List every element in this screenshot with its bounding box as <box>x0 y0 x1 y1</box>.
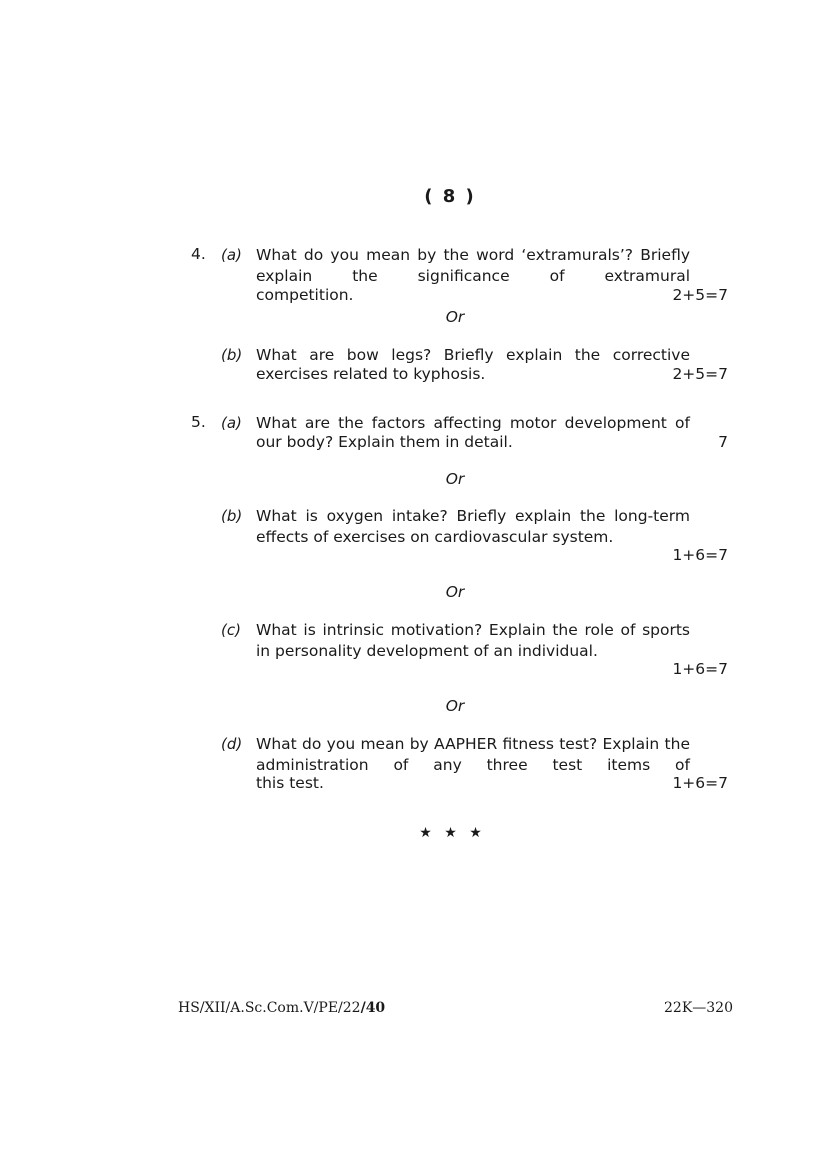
question-5b-label: (b) <box>221 507 243 525</box>
question-5a-marks: 7 <box>718 433 728 451</box>
paper-code-prefix: HS/XII/A.Sc.Com.V/PE/22 <box>178 1000 361 1016</box>
question-4-number: 4. <box>191 245 206 263</box>
question-4a-text: What do you mean by the word ‘extramurals’? Briefly explain the significance of extramural <box>256 246 690 285</box>
page-number: ( 8 ) <box>424 186 476 207</box>
question-5c-text: What is intrinsic motivation? Explain the role of sports in personality development of an individual. <box>256 621 690 660</box>
question-4b-text: What are bow legs? Briefly explain the corrective <box>256 346 690 364</box>
question-5d-text-end: this test. <box>256 774 324 792</box>
question-4a-label: (a) <box>221 246 242 264</box>
question-4b-label: (b) <box>221 346 243 364</box>
question-5d-text: What do you mean by AAPHER fitness test? Explain the administration of any three test items of <box>256 735 690 774</box>
question-4a-marks: 2+5=7 <box>672 286 728 304</box>
question-5d-marks: 1+6=7 <box>672 774 728 792</box>
question-5b-text: What is oxygen intake? Briefly explain the long-term effects of exercises on cardiovascular system. <box>256 507 690 546</box>
question-5c-marks: 1+6=7 <box>672 660 728 678</box>
question-5d-label: (d) <box>221 735 243 753</box>
question-5b-marks: 1+6=7 <box>672 546 728 564</box>
question-5a-text: What are the factors affecting motor development of <box>256 414 690 432</box>
question-4b-text-end: exercises related to kyphosis. <box>256 365 486 383</box>
or-divider-5b: Or <box>445 583 465 601</box>
or-divider-5c: Or <box>445 697 465 715</box>
paper-code <box>178 1000 385 1016</box>
question-4a-text-end: competition. <box>256 286 354 304</box>
or-divider-5a: Or <box>445 470 465 488</box>
or-divider-4: Or <box>445 308 465 326</box>
print-code: 22K—320 <box>664 1000 733 1016</box>
question-5a-label: (a) <box>221 414 242 432</box>
question-4b-marks: 2+5=7 <box>672 365 728 383</box>
paper-code-suffix: /40 <box>360 1000 386 1016</box>
question-5-number: 5. <box>191 413 206 431</box>
question-5a-text-end: our body? Explain them in detail. <box>256 433 513 451</box>
end-of-paper-stars: ★ ★ ★ <box>419 825 486 841</box>
question-5c-label: (c) <box>221 621 241 639</box>
